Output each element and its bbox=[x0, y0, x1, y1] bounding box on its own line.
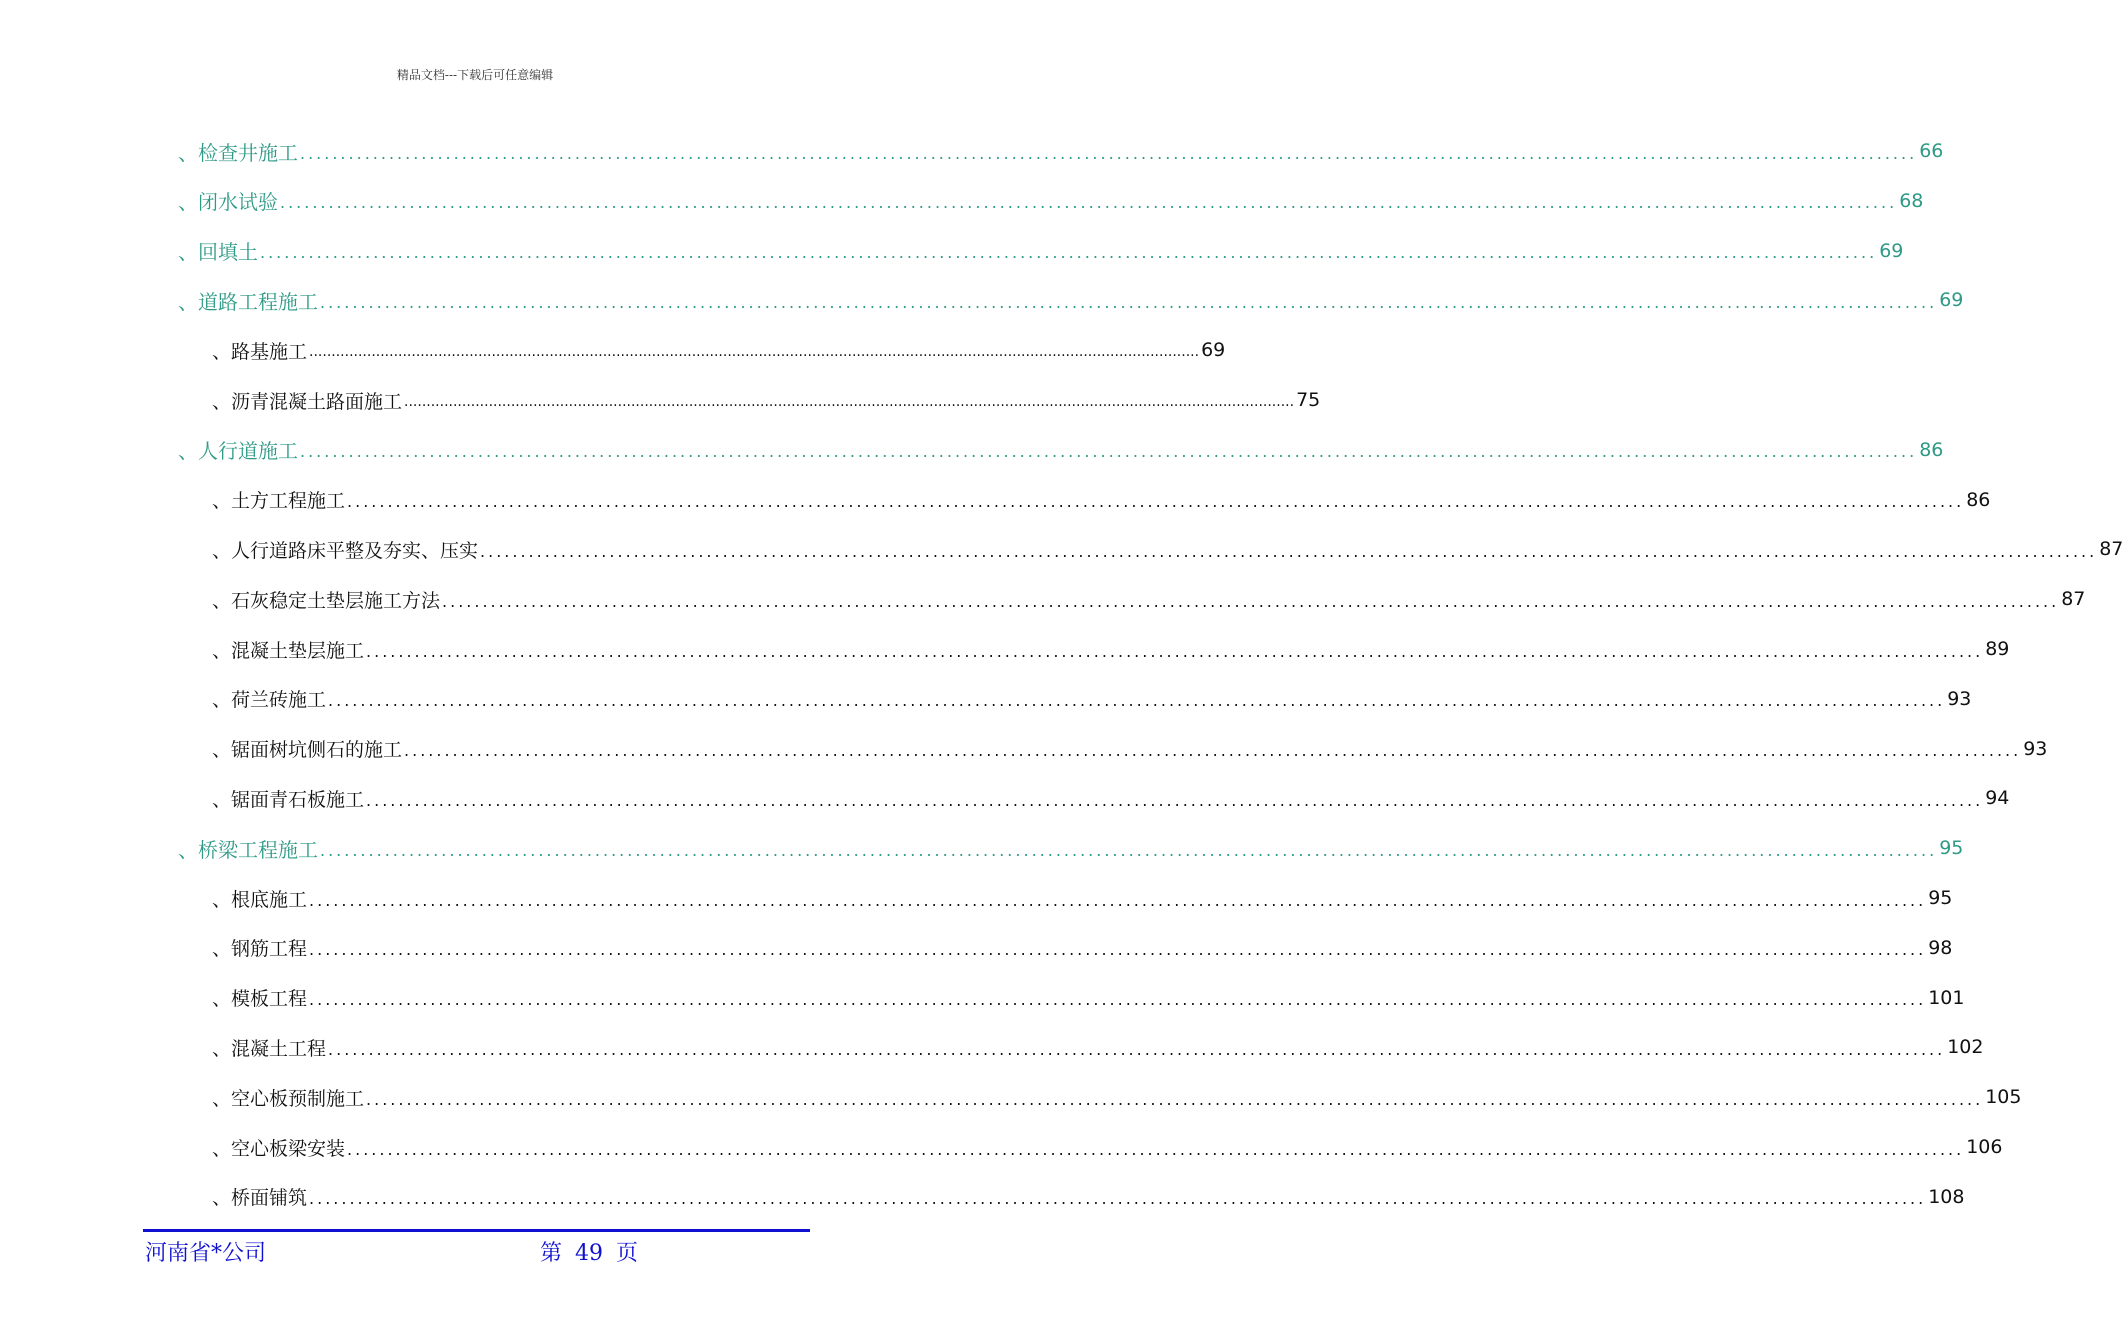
toc-leader-dots: ........................................................................................................................................................................................................ bbox=[309, 890, 1927, 910]
toc-entry-page: 87 bbox=[2099, 538, 2123, 561]
toc-leader-dots: ........................................................................................................................................................................................................ bbox=[366, 641, 1984, 661]
toc-entry[interactable] bbox=[178, 425, 1944, 475]
toc-entry-label: 、荷兰砖施工 bbox=[212, 689, 327, 712]
toc-entry[interactable] bbox=[212, 1172, 1965, 1222]
toc-leader-dots: ........................................................................................................................................................................................................ bbox=[320, 292, 1938, 312]
toc-entry-label: 、人行道路床平整及夯实、压实 bbox=[212, 539, 479, 562]
toc-leader-dots: ........................................................................................................................................................................................................ bbox=[480, 541, 2098, 561]
toc-entry[interactable] bbox=[212, 873, 1953, 923]
toc-leader-dots: ........................................................................................................................................................................................................ bbox=[309, 1189, 1927, 1209]
toc-entry-label: 、混凝土垫层施工 bbox=[212, 639, 365, 662]
toc-entry-label: 、路基施工 bbox=[212, 340, 308, 363]
toc-entry-label: 、检查井施工 bbox=[178, 140, 298, 165]
toc-entry[interactable] bbox=[212, 923, 1953, 973]
toc-leader-dots: ........................................................................................................................................................................................................ bbox=[347, 492, 1965, 512]
toc-leader-dots: ........................................................................................................................................................................................................ bbox=[442, 591, 2060, 611]
toc-entry[interactable] bbox=[178, 126, 1944, 176]
toc-leader-dots: ........................................................................................................................................................................................................ bbox=[300, 143, 1918, 163]
toc-entry-label: 、石灰稳定土垫层施工方法 bbox=[212, 589, 441, 612]
toc-entry-page: 95 bbox=[1939, 837, 1964, 860]
toc-entry-page: 102 bbox=[1947, 1036, 1984, 1059]
toc-entry-label: 、空心板预制施工 bbox=[212, 1087, 365, 1110]
toc-entry-page: 69 bbox=[1939, 289, 1964, 312]
toc-entry[interactable] bbox=[212, 973, 1965, 1023]
toc-entry-page: 105 bbox=[1985, 1086, 2022, 1109]
toc-leader-dots: ........................................................................................................................................................................................................ bbox=[280, 193, 1898, 213]
toc-leader-dots: ........................................................................................................................................................................................................ bbox=[300, 442, 1918, 462]
toc-entry-page: 69 bbox=[1201, 339, 1226, 362]
toc-leader-dots: ........................................................................................................................................................................................................ bbox=[366, 790, 1984, 810]
toc-entry[interactable] bbox=[178, 176, 1924, 226]
toc-entry-page: 98 bbox=[1928, 936, 1953, 959]
toc-leader-dots: ........................................................................................................................................................................................................ bbox=[366, 1089, 1984, 1109]
toc-entry-page: 101 bbox=[1928, 986, 1965, 1009]
toc-entry[interactable] bbox=[212, 524, 2123, 574]
toc-entry-page: 108 bbox=[1928, 1185, 1965, 1208]
toc-entry-label: 、沥青混凝土路面施工 bbox=[212, 390, 403, 413]
toc-entry[interactable] bbox=[212, 375, 1321, 425]
toc-entry-label: 、根底施工 bbox=[212, 888, 308, 911]
toc-entry-page: 94 bbox=[1985, 787, 2010, 810]
toc-entry-label: 、道路工程施工 bbox=[178, 289, 318, 314]
toc-leader-dots: ........................................................................................................................................................................................................ bbox=[260, 243, 1878, 263]
toc-entry-page: 75 bbox=[1296, 389, 1321, 411]
toc-leader-dots: ........................................................................................................................................................................................................ bbox=[328, 1039, 1946, 1059]
toc-entry[interactable] bbox=[212, 674, 1972, 724]
toc-entry[interactable] bbox=[212, 1072, 2022, 1122]
toc-entry-label: 、钢筋工程 bbox=[212, 938, 308, 961]
toc-entry-label: 、锯面青石板施工 bbox=[212, 788, 365, 811]
toc-entry[interactable] bbox=[212, 1022, 1984, 1072]
toc-entry[interactable] bbox=[212, 574, 2086, 624]
toc-leader-dots: ........................................................................................................................................................................................................ bbox=[404, 394, 1295, 410]
toc-entry[interactable] bbox=[178, 823, 1964, 873]
toc-leader-dots: ........................................................................................................................................................................................................ bbox=[309, 344, 1200, 361]
toc-entry-page: 86 bbox=[1966, 488, 1991, 511]
toc-leader-dots: ........................................................................................................................................................................................................ bbox=[309, 990, 1927, 1010]
footer-company: 河南省*公司 bbox=[145, 1241, 267, 1266]
toc-entry[interactable] bbox=[212, 475, 1991, 525]
footer-divider bbox=[143, 1229, 810, 1232]
footer-page-number: 第 49 页 bbox=[540, 1241, 638, 1266]
toc-entry-label: 、土方工程施工 bbox=[212, 490, 346, 513]
toc-entry-label: 、人行道施工 bbox=[178, 439, 298, 464]
toc-entry-label: 、桥梁工程施工 bbox=[178, 837, 318, 862]
toc-entry-page: 93 bbox=[2023, 737, 2048, 760]
toc-leader-dots: ........................................................................................................................................................................................................ bbox=[320, 840, 1938, 860]
toc-entry-label: 、混凝土工程 bbox=[212, 1037, 327, 1060]
toc-entry-page: 69 bbox=[1879, 239, 1904, 262]
toc-entry-page: 95 bbox=[1928, 887, 1953, 909]
toc-entry-label: 、回填土 bbox=[178, 240, 258, 265]
toc-entry[interactable] bbox=[212, 1122, 2003, 1172]
toc-entry-page: 66 bbox=[1919, 140, 1944, 162]
toc-entry-page: 68 bbox=[1899, 189, 1924, 212]
toc-entry-page: 86 bbox=[1919, 438, 1944, 461]
toc-entry[interactable] bbox=[178, 275, 1964, 325]
toc-entry[interactable] bbox=[212, 325, 1226, 375]
toc-entry[interactable] bbox=[212, 773, 2010, 823]
toc-entry-page: 106 bbox=[1966, 1136, 2003, 1158]
toc-leader-dots: ........................................................................................................................................................................................................ bbox=[404, 741, 2022, 761]
toc-entry[interactable] bbox=[212, 624, 2010, 674]
toc-entry-label: 、闭水试验 bbox=[178, 190, 278, 215]
toc-entry[interactable] bbox=[212, 724, 2048, 774]
toc-entry-label: 、锯面树坑侧石的施工 bbox=[212, 739, 403, 762]
toc-leader-dots: ........................................................................................................................................................................................................ bbox=[309, 940, 1927, 960]
toc-entry-page: 93 bbox=[1947, 687, 1972, 710]
toc-leader-dots: ........................................................................................................................................................................................................ bbox=[347, 1139, 1965, 1159]
header-note: 精品文档---下载后可任意编辑 bbox=[396, 68, 554, 82]
toc-entry[interactable] bbox=[178, 226, 1904, 276]
toc-entry-label: 、模板工程 bbox=[212, 988, 308, 1011]
toc-entry-label: 、空心板梁安装 bbox=[212, 1137, 346, 1160]
toc-entry-page: 89 bbox=[1985, 638, 2010, 660]
toc-entry-page: 87 bbox=[2061, 588, 2086, 611]
toc-leader-dots: ........................................................................................................................................................................................................ bbox=[328, 691, 1946, 711]
toc-entry-label: 、桥面铺筑 bbox=[212, 1187, 308, 1210]
